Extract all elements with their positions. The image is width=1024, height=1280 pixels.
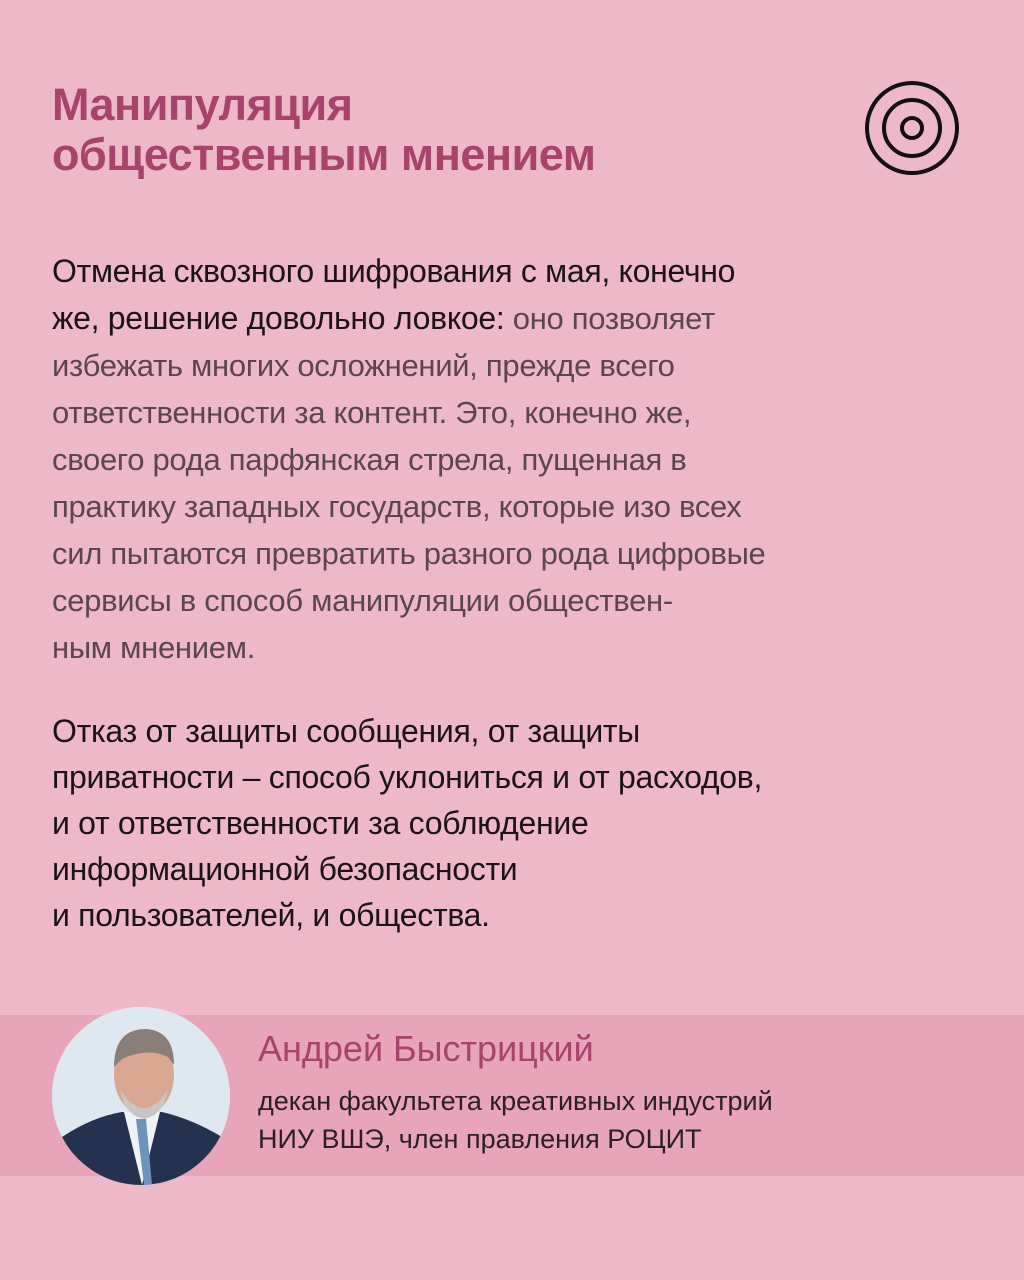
text-line — [52, 483, 766, 530]
author-name: Андрей Быстрицкий — [258, 1028, 594, 1069]
text-line — [52, 436, 766, 483]
text-line: и пользователей, и общества. — [52, 897, 490, 933]
title-line: общественным мнением — [52, 129, 596, 180]
light-text: оно позволяет — [504, 301, 715, 336]
paragraph-2 — [52, 708, 762, 938]
role-line: НИУ ВШЭ, член правления РОЦИТ — [258, 1124, 702, 1154]
text-line — [52, 389, 766, 436]
text-line — [52, 342, 766, 389]
text-line — [52, 295, 766, 342]
portrait-illustration — [52, 1007, 230, 1185]
light-text: сервисы в способ манипуляции обществен- — [52, 583, 673, 618]
target-icon — [864, 80, 960, 176]
light-text: сил пытаются превратить разного рода цифровые — [52, 536, 766, 571]
light-text: своего рода парфянская стрела, пущенная в — [52, 442, 687, 477]
text-line: информационной безопасности — [52, 851, 518, 887]
bold-text: Отмена сквозного шифрования с мая, конечно — [52, 253, 736, 289]
bold-text: же, решение довольно ловкое: — [52, 300, 505, 336]
paragraph-1 — [52, 248, 766, 671]
author-role — [258, 1082, 773, 1158]
page-title — [52, 80, 596, 180]
light-text: ным мнением. — [52, 630, 256, 665]
text-line: приватности – способ уклониться и от расходов, — [52, 759, 763, 795]
text-line — [52, 577, 766, 624]
light-text: избежать многих осложнений, прежде всего — [52, 348, 675, 383]
text-line — [52, 624, 766, 671]
light-text: практику западных государств, которые изо всех — [52, 489, 742, 524]
role-line: декан факультета креативных индустрий — [258, 1086, 773, 1116]
text-line: и от ответственности за соблюдение — [52, 805, 589, 841]
text-line: Отказ от защиты сообщения, от защиты — [52, 713, 640, 749]
text-line — [52, 530, 766, 577]
light-text: ответственности за контент. Это, конечно же, — [52, 395, 692, 430]
text-line — [52, 248, 766, 295]
author-avatar — [52, 1007, 230, 1185]
title-line: Манипуляция — [52, 79, 353, 130]
